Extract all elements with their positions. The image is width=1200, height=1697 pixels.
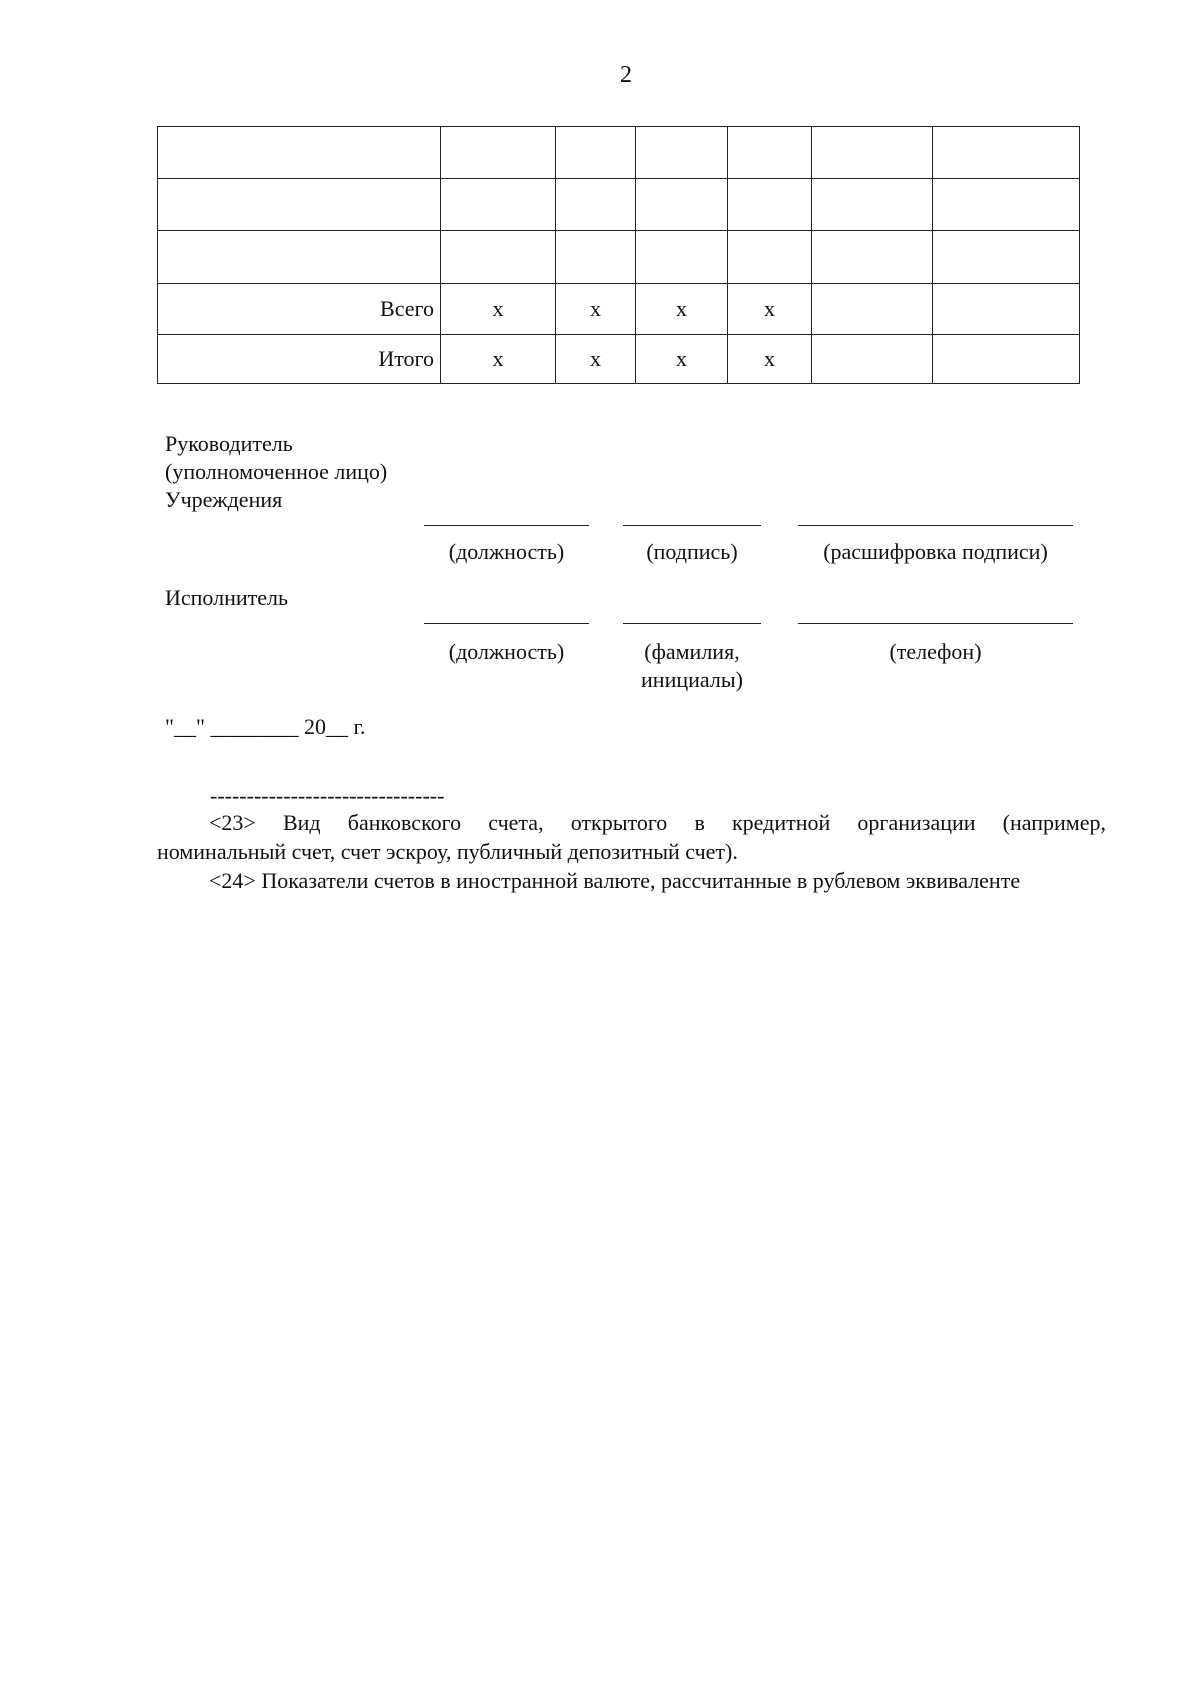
head-caption-position: (должность) xyxy=(448,539,565,564)
table-cell xyxy=(636,179,728,231)
table-cell: x xyxy=(636,283,728,334)
exec-caption-position: (должность) xyxy=(448,639,565,664)
table-cell xyxy=(556,231,636,283)
table-cell xyxy=(636,231,728,283)
table-cell: x xyxy=(441,334,556,383)
row-label-cell xyxy=(158,231,441,283)
table-cell xyxy=(441,231,556,283)
exec-name-line[interactable] xyxy=(623,623,761,624)
head-caption-signature: (подпись) xyxy=(646,539,738,564)
table-cell: x xyxy=(556,283,636,334)
exec-phone-line[interactable] xyxy=(798,623,1073,624)
head-position-line[interactable] xyxy=(424,525,589,526)
table-cell xyxy=(728,179,812,231)
head-decoding-line[interactable] xyxy=(798,525,1073,526)
table-cell xyxy=(636,127,728,179)
footnote-24: <24> Показатели счетов в иностранной валюте, рассчитанные в рублевом эквиваленте xyxy=(209,868,1021,893)
table-cell xyxy=(933,231,1080,283)
table-cell: x xyxy=(728,334,812,383)
row-label-cell: Итого xyxy=(158,334,441,383)
executor-label: Исполнитель xyxy=(165,585,289,610)
date-line: "__" ________ 20__ г. xyxy=(165,714,366,739)
exec-caption-name-line1: (фамилия, xyxy=(644,639,740,664)
accounts-table-body xyxy=(158,127,1080,384)
table-cell: x xyxy=(636,334,728,383)
head-label-line1: Руководитель xyxy=(165,431,293,456)
head-label-line3: Учреждения xyxy=(165,487,283,512)
table-row xyxy=(158,283,1080,334)
table-cell xyxy=(933,179,1080,231)
row-label-cell xyxy=(158,127,441,179)
table-cell: x xyxy=(556,334,636,383)
table-cell xyxy=(933,127,1080,179)
table-cell xyxy=(933,283,1080,334)
table-row xyxy=(158,231,1080,283)
exec-caption-phone: (телефон) xyxy=(889,639,982,664)
head-signature-line[interactable] xyxy=(623,525,761,526)
table-cell: x xyxy=(728,283,812,334)
table-row xyxy=(158,179,1080,231)
head-caption-decoding: (расшифровка подписи) xyxy=(823,539,1048,564)
table-row xyxy=(158,127,1080,179)
table-cell xyxy=(556,127,636,179)
table-cell xyxy=(812,127,933,179)
table-cell xyxy=(441,179,556,231)
row-label-cell: Всего xyxy=(158,283,441,334)
exec-caption-name-line2: инициалы) xyxy=(641,667,743,692)
exec-position-line[interactable] xyxy=(424,623,589,624)
row-label-cell xyxy=(158,179,441,231)
table-cell: x xyxy=(441,283,556,334)
footnote-23-line2: номинальный счет, счет эскроу, публичный депозитный счет). xyxy=(157,839,738,864)
table-cell xyxy=(812,334,933,383)
table-cell xyxy=(812,231,933,283)
footnote-23-line1: <23> Вид банковского счета, открытого в кредитной организации (например, xyxy=(209,810,1106,835)
table-cell xyxy=(812,283,933,334)
table-cell xyxy=(728,127,812,179)
page-number: 2 xyxy=(620,62,632,88)
table-cell xyxy=(933,334,1080,383)
table-cell xyxy=(812,179,933,231)
accounts-table xyxy=(157,126,1080,384)
table-cell xyxy=(728,231,812,283)
table-row xyxy=(158,334,1080,383)
footnote-separator: -------------------------------- xyxy=(210,783,445,808)
table-cell xyxy=(441,127,556,179)
table-cell xyxy=(556,179,636,231)
head-label-line2: (уполномоченное лицо) xyxy=(165,459,388,484)
